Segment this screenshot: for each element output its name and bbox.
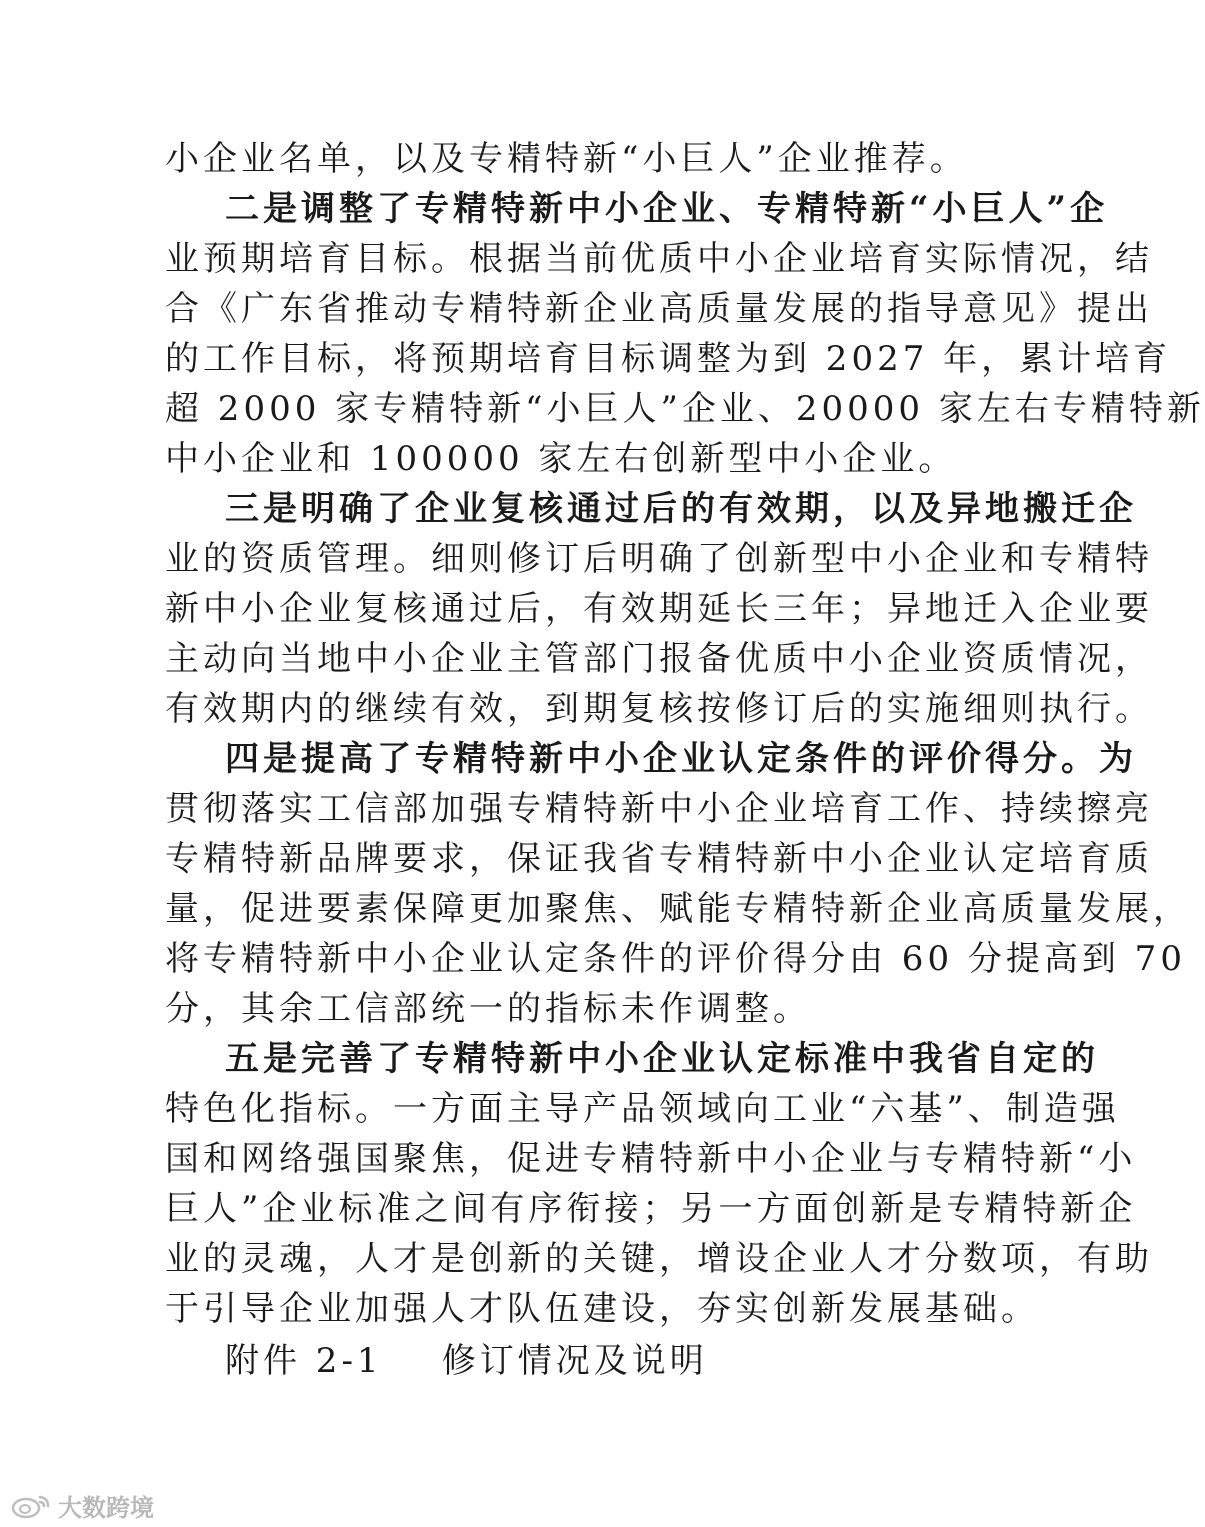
line-04: 合《广东省推动专精特新企业高质量发展的指导意见》提出: [165, 289, 1153, 329]
watermark: [10, 1488, 154, 1523]
line-13: 四是提高了专精特新中小企业认定条件的评价得分。为: [225, 739, 1137, 779]
weibo-icon: [10, 1493, 52, 1519]
line-24: 于引导企业加强人才队伍建设，夯实创新发展基础。: [165, 1289, 1039, 1329]
line-01: 小企业名单，以及专精特新“小巨人”企业推荐。: [165, 139, 968, 179]
line-08: 三是明确了企业复核通过后的有效期，以及异地搬迁企: [225, 489, 1137, 529]
line-09: 业的资质管理。细则修订后明确了创新型中小企业和专精特: [165, 539, 1153, 579]
line-15: 专精特新品牌要求，保证我省专精特新中小企业认定培育质: [165, 839, 1153, 879]
line-23: 业的灵魂，人才是创新的关键，增设企业人才分数项，有助: [165, 1239, 1153, 1279]
line-14: 贯彻落实工信部加强专精特新中小企业培育工作、持续擦亮: [165, 789, 1153, 829]
watermark-text: 大数跨境: [58, 1494, 154, 1522]
line-17: 将专精特新中小企业认定条件的评价得分由 60 分提高到 70: [165, 939, 1186, 979]
attachment-line: 附件 2-1 修订情况及说明: [225, 1341, 708, 1381]
line-18: 分，其余工信部统一的指标未作调整。: [165, 989, 811, 1029]
line-12: 有效期内的继续有效，到期复核按修订后的实施细则执行。: [165, 689, 1153, 729]
line-07: 中小企业和 100000 家左右创新型中小企业。: [165, 439, 957, 479]
line-22: 巨人”企业标准之间有序衔接；另一方面创新是专精特新企: [165, 1189, 1137, 1229]
line-02: 二是调整了专精特新中小企业、专精特新“小巨人”企: [225, 189, 1109, 229]
line-03: 业预期培育目标。根据当前优质中小企业培育实际情况，结: [165, 239, 1153, 279]
line-21: 国和网络强国聚焦，促进专精特新中小企业与专精特新“小: [165, 1139, 1137, 1179]
line-06: 超 2000 家专精特新“小巨人”企业、20000 家左右专精特新: [165, 389, 1205, 429]
line-20: 特色化指标。一方面主导产品领域向工业“六基”、制造强: [165, 1089, 1120, 1129]
line-16: 量，促进要素保障更加聚焦、赋能专精特新企业高质量发展，: [165, 889, 1191, 929]
line-19: 五是完善了专精特新中小企业认定标准中我省自定的: [225, 1039, 1099, 1079]
line-10: 新中小企业复核通过后，有效期延长三年；异地迁入企业要: [165, 589, 1153, 629]
line-11: 主动向当地中小企业主管部门报备优质中小企业资质情况，: [165, 639, 1153, 679]
line-05: 的工作目标，将预期培育目标调整为到 2027 年，累计培育: [165, 339, 1172, 379]
